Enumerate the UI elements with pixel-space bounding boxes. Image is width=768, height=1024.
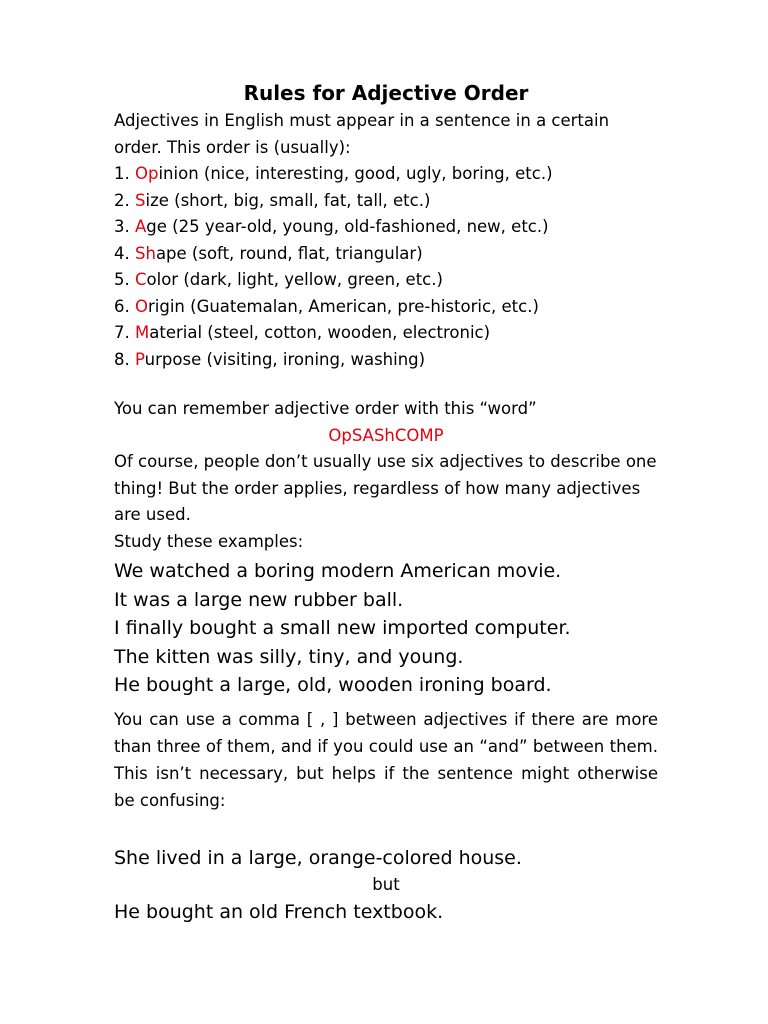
list-item: 1. Opinion (nice, interesting, good, ugly, boring, etc.) (114, 164, 553, 183)
example-sentence: We watched a boring modern American movie. (114, 560, 562, 582)
rule-key-letters: Sh (135, 243, 156, 263)
mnemonic-word: OpSAShCOMP (328, 425, 444, 445)
of-course-paragraph: Of course, people don’t usually use six adjectives to describe one thing! But the order applies, regardless of how many adjectives are used. (114, 452, 657, 524)
but-connector: but (372, 874, 400, 894)
rule-key-letters: A (135, 217, 147, 236)
list-item: 2. Size (short, big, small, fat, tall, etc.) (114, 190, 431, 210)
example-sentence: I finally bought a small new imported computer. (114, 617, 571, 639)
example-sentence: The kitten was silly, tiny, and young. (114, 645, 464, 668)
rule-key-letters: M (135, 323, 150, 342)
rule-key-letters: Op (135, 164, 159, 183)
examples-list (114, 557, 658, 700)
list-item: 6. Origin (Guatemalan, American, pre-historic, etc.) (114, 296, 539, 316)
rule-key-letters: S (135, 190, 146, 210)
list-item: 7. Material (steel, cotton, wooden, electronic) (114, 323, 491, 342)
spacer (114, 373, 658, 396)
study-label: Study these examples: (114, 531, 304, 551)
final-example-2: He bought an old French textbook. (114, 900, 444, 923)
example-sentence: It was a large new rubber ball. (114, 588, 404, 611)
list-item: 5. Color (dark, light, yellow, green, etc.) (114, 270, 443, 289)
list-item: 4. Shape (soft, round, flat, triangular) (114, 243, 423, 263)
comma-note-paragraph: You can use a comma [ , ] between adjectives if there are more than three of them, and if you could use an “and” between them. This isn’t necessary, but helps if the sentence might otherwise be confusing: (114, 709, 658, 810)
intro-paragraph: Adjectives in English must appear in a sentence in a certain order. This order is (usually): (114, 111, 610, 157)
page-title: Rules for Adjective Order (243, 81, 529, 105)
adjective-order-list (114, 161, 658, 373)
rule-key-letters: O (135, 296, 148, 316)
example-sentence: He bought a large, old, wooden ironing board. (114, 674, 552, 696)
list-item: 8. Purpose (visiting, ironing, washing) (114, 349, 426, 369)
rule-key-letters: C (135, 270, 147, 289)
rule-key-letters: P (135, 349, 145, 369)
final-example-1: She lived in a large, orange-colored house. (114, 846, 522, 869)
document-page (114, 78, 658, 926)
remember-text: You can remember adjective order with this “word” (114, 399, 537, 418)
list-item: 3. Age (25 year-old, young, old-fashioned, new, etc.) (114, 217, 549, 236)
spacer (114, 814, 658, 844)
